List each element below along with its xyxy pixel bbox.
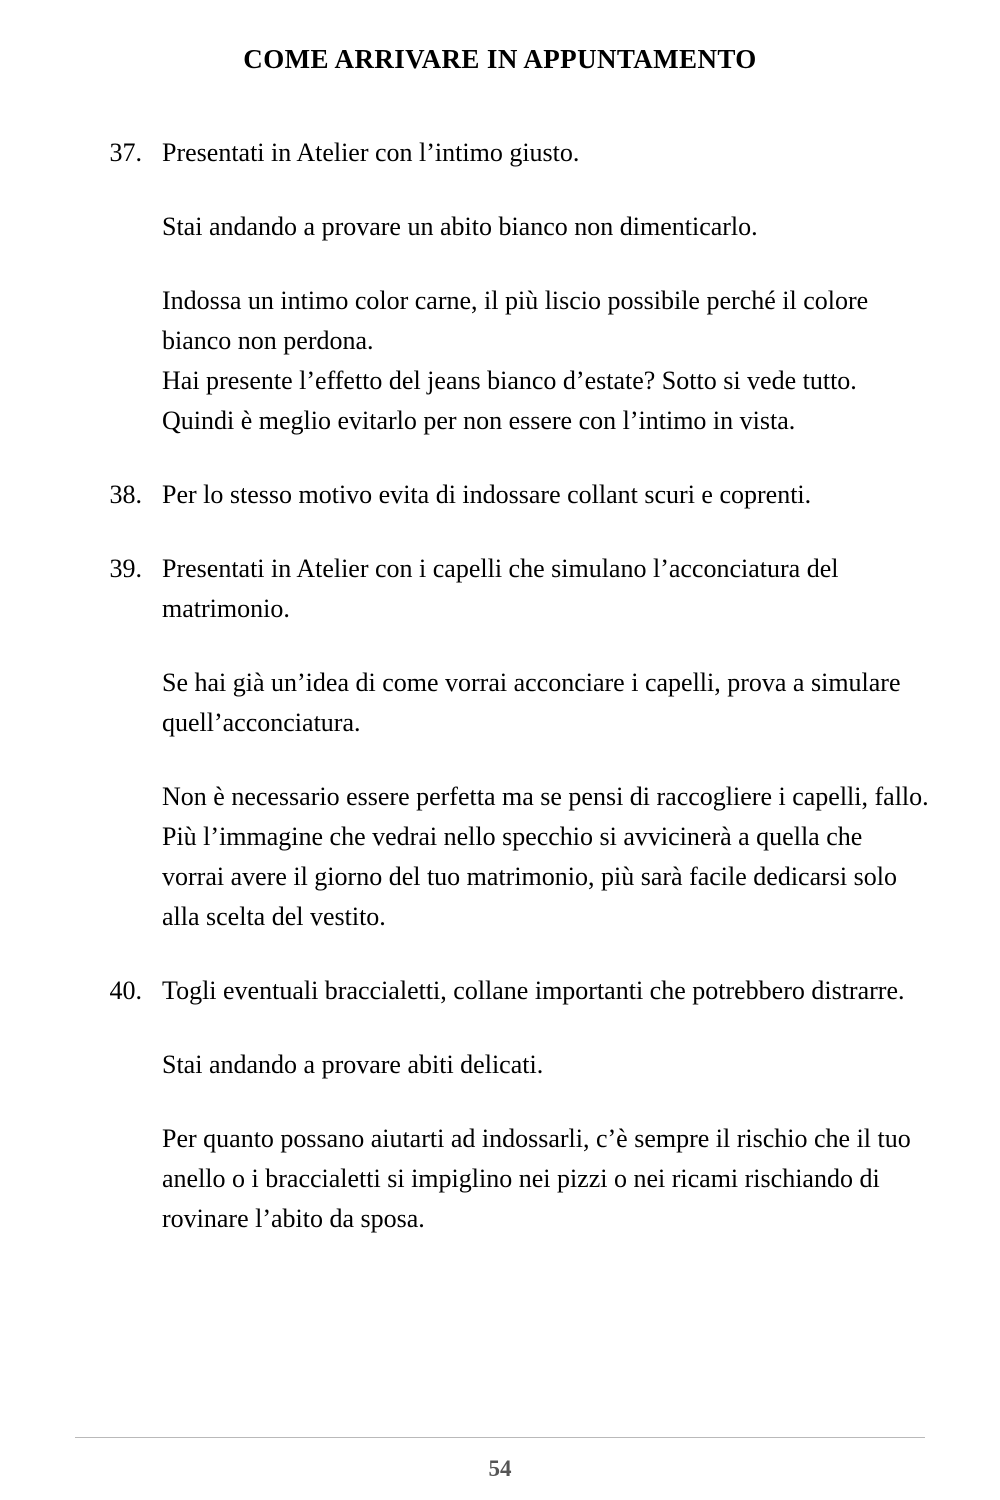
page-number: 54 xyxy=(488,1456,512,1481)
list-item-number: 37. xyxy=(109,138,142,167)
paragraph: Più l’immagine che vedrai nello specchio si avvicinerà a quella che vorrai avere il giorno del tuo matrimonio, più sarà facile dedicarsi solo alla scelta del vestito. xyxy=(162,822,897,931)
list-item-body xyxy=(142,133,930,441)
paragraph: Non è necessario essere perfetta ma se pensi di raccogliere i capelli, fallo. xyxy=(162,782,929,811)
list-item xyxy=(80,971,930,1239)
list-item-number: 40. xyxy=(109,976,142,1005)
paragraph: Per lo stesso motivo evita di indossare collant scuri e coprenti. xyxy=(162,480,812,509)
paragraph: Stai andando a provare abiti delicati. xyxy=(162,1050,544,1079)
list-item-number: 39. xyxy=(109,554,142,583)
paragraph: Stai andando a provare un abito bianco non dimenticarlo. xyxy=(162,212,758,241)
list-item-body xyxy=(142,971,930,1239)
paragraph: Presentati in Atelier con l’intimo giusto. xyxy=(162,138,580,167)
page-title: COME ARRIVARE IN APPUNTAMENTO xyxy=(243,44,757,74)
list-item-body xyxy=(142,549,930,937)
list-item xyxy=(80,133,930,441)
paragraph: Indossa un intimo color carne, il più liscio possibile perché il colore bianco non perdona. xyxy=(162,286,869,355)
paragraph: Presentati in Atelier con i capelli che simulano l’acconciatura del matrimonio. xyxy=(162,554,839,623)
document-content xyxy=(0,133,1000,1239)
list-item-body xyxy=(142,475,930,515)
list-item-number: 38. xyxy=(109,480,142,509)
paragraph: Per quanto possano aiutarti ad indossarli, c’è sempre il rischio che il tuo anello o i braccialetti si impiglino nei pizzi o nei ricami rischiando di rovinare l’abito da sposa. xyxy=(162,1124,911,1233)
list-item xyxy=(80,475,930,515)
list-item xyxy=(80,549,930,937)
paragraph: Se hai già un’idea di come vorrai acconciare i capelli, prova a simulare quell’acconciatura. xyxy=(162,668,901,737)
paragraph: Togli eventuali braccialetti, collane importanti che potrebbero distrarre. xyxy=(162,976,905,1005)
footer-divider xyxy=(75,1437,925,1438)
paragraph: Hai presente l’effetto del jeans bianco d’estate? Sotto si vede tutto. Quindi è meglio evitarlo per non essere con l’intimo in vista. xyxy=(162,366,857,435)
